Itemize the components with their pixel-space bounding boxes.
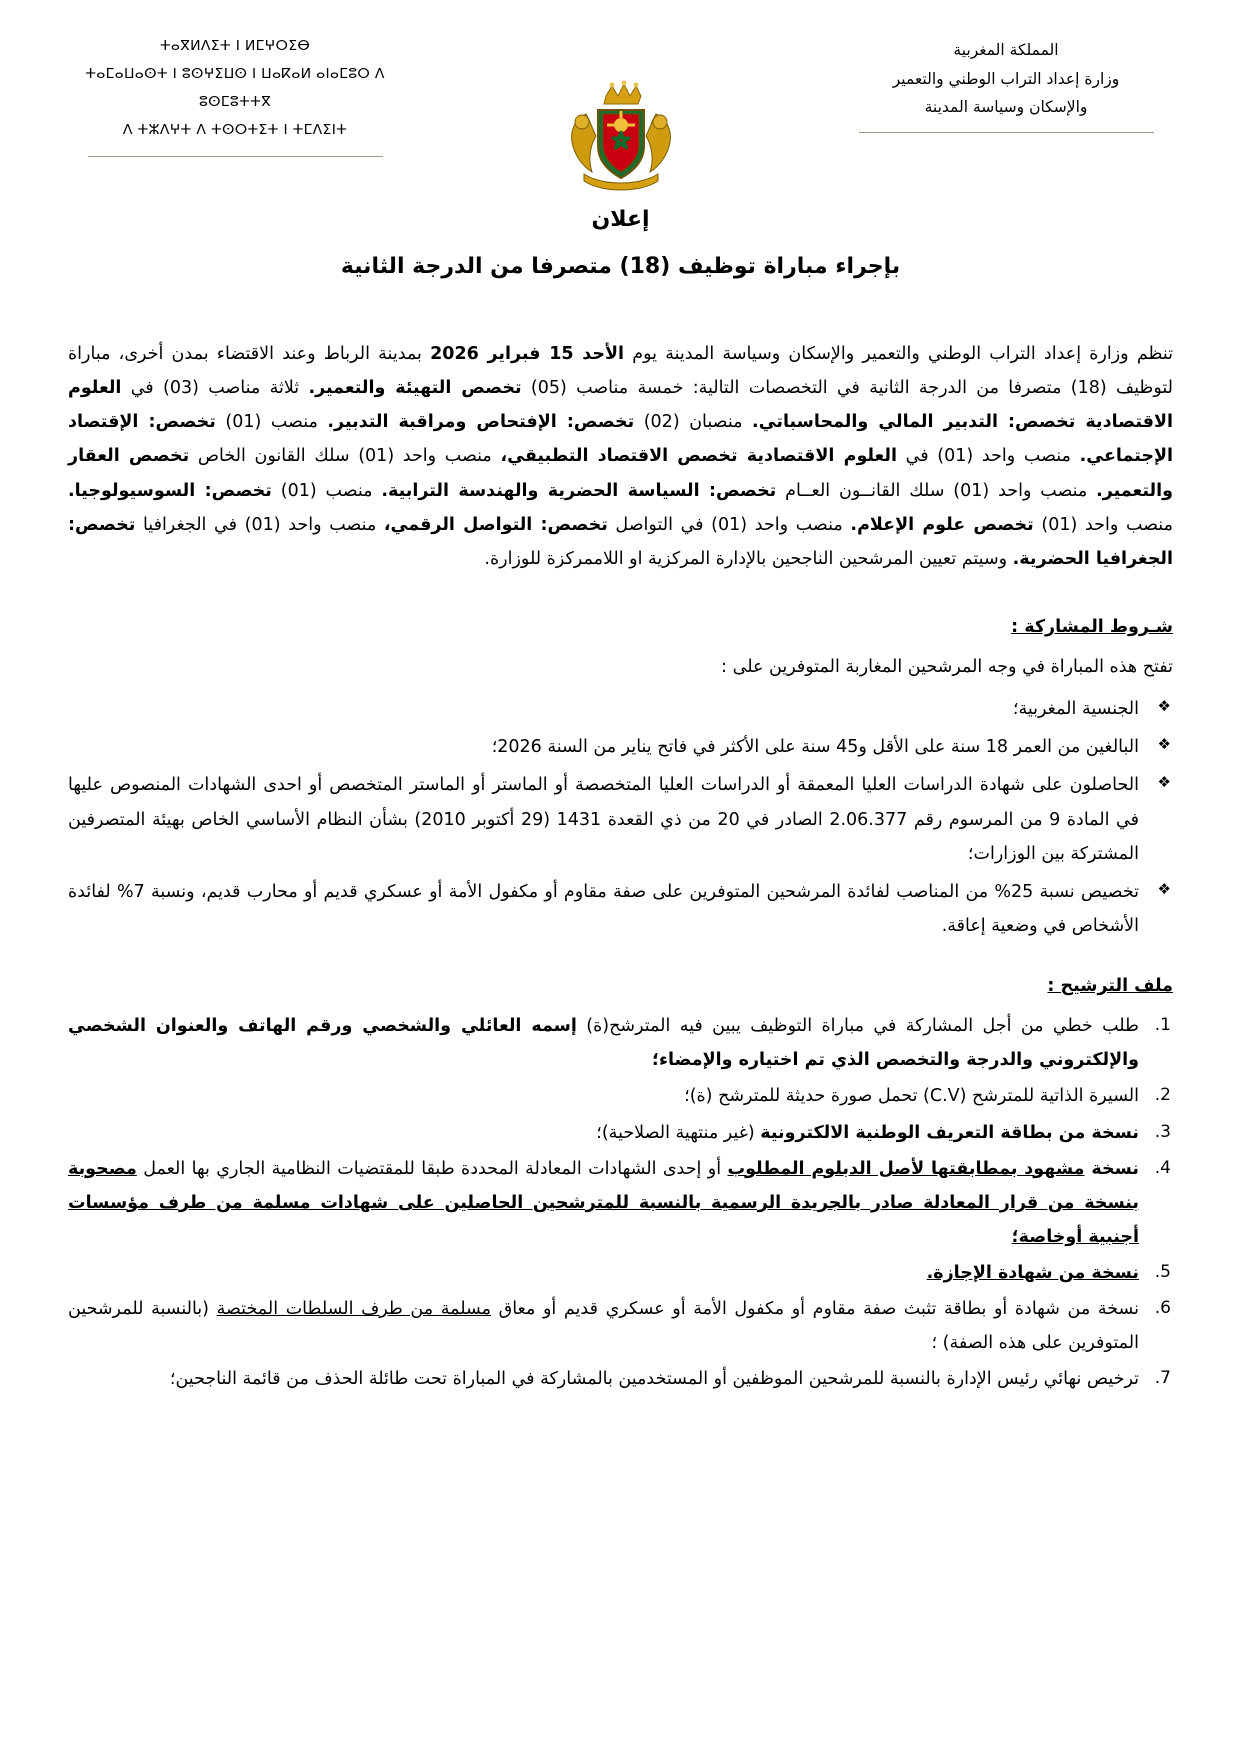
conditions-list [68, 692, 1173, 943]
list-item [68, 1292, 1173, 1360]
list-item [68, 1009, 1173, 1077]
specialty-4: تخصص: الإقتصاد الإجتماعي. [68, 412, 1173, 467]
intro-paragraph [68, 337, 1173, 576]
list-item: ❖ الحاصلون على شهادة الدراسات العليا المعمقة أو الدراسات العليا المتخصصة أو الماستر أو الماستر المتخصص أو احدى الشهادات المنصوص عليها في المادة 9 من المرسوم رقم 2.06.377 الصادر في 20 من ذي القعدة 1431 (29 أكتوبر 2010) بشأن النظام الأساسي الخاص بهيئة المتصرفين المشتركة بين الوزارات؛ [68, 768, 1173, 870]
intro-text-c: ثلاثة مناصب (03) في [121, 378, 309, 399]
specialty-1: تخصص التهيئة والتعمير. [308, 378, 522, 399]
specialty-6: تخصص العقار والتعمير. [68, 446, 1174, 501]
ministry-title-amazigh-1: ⵜⴰⵎⴰⵡⴰⵙⵜ ⵏ ⵓⵙⵖⵉⵡⵙ ⵏ ⵡⴰⴽⴰⵍ ⴰⵏⴰⵎⵓⵔ ⴷ ⵓⵙⵎⵓⵜⵜⴳ [85, 66, 385, 110]
intro-text-g: منصب واحد (01) سلك القانون الخاص [189, 446, 501, 467]
list-item: ❖ البالغين من العمر 18 سنة على الأقل و45 سنة على الأكثر في فاتح يناير من السنة 2026؛ [68, 730, 1173, 764]
intro-text-f: منصب واحد (01) في [897, 446, 1080, 467]
intro-text-d: منصبان (02) [634, 412, 753, 433]
dossier-list [68, 1009, 1173, 1396]
text-run: مصحوبة بنسخة من قرار المعادلة صادر بالجريدة الرسمية بالنسبة للمترشحين الحاصلين على شهادات مسلمة من طرف مؤسسات أجنبية أوخاصة؛ [68, 1158, 1139, 1247]
exam-date: الأحد 15 فبراير 2026 [430, 344, 625, 364]
specialty-2: العلوم الاقتصادية تخصص: التدبير المالي والمحاسباتي. [68, 378, 1174, 433]
text-run: مسلمة من طرف السلطات المختصة [216, 1299, 492, 1320]
ministry-title-ar-2: والإسكان وسياسة المدينة [924, 98, 1088, 117]
text-run: إسمه العائلي والشخصي ورقم الهاتف والعنوان الشخصي والإلكتروني والدرجة والتخصص الذي تم اختياره والإمضاء؛ [68, 1016, 1139, 1071]
document-body [0, 337, 1241, 1397]
intro-text-i: منصب (01) [271, 480, 382, 501]
specialty-7: تخصص: السياسة الحضرية والهندسة الترابية. [381, 480, 777, 501]
header-amazigh-block [70, 24, 400, 157]
list-item [68, 1116, 1173, 1150]
specialty-11: تخصص: الجغرافيا الحضرية. [68, 514, 1173, 569]
intro-text-m: وسيتم تعيين المرشحين الناجحين بالإدارة المركزية او اللاممركزة للوزارة. [484, 548, 1013, 569]
intro-text-h: منصب واحد (01) سلك القانــون العــام [776, 480, 1097, 501]
intro-text-e: منصب (01) [215, 412, 328, 433]
ministry-title-ar-1: وزارة إعداد التراب الوطني والتعمير [892, 69, 1120, 88]
coat-of-arms-icon [531, 24, 711, 200]
page-title: إعلان [591, 207, 650, 232]
conditions-heading: شـروط المشاركة : [1011, 616, 1173, 637]
text-run: مشهود بمطابقتها لأصل الدبلوم المطلوب [727, 1158, 1085, 1179]
intro-text-a: تنظم وزارة إعداد التراب الوطني والتعمير والإسكان وسياسة المدينة يوم [624, 344, 1173, 364]
specialty-8: تخصص: السوسيولوجيا. [68, 480, 272, 501]
page-subtitle: بإجراء مباراة توظيف (18) متصرفا من الدرجة الثانية [340, 254, 901, 279]
text-run: (بالنسبة للمرشحين المتوفرين على هذه الصفة) ؛ [68, 1299, 1139, 1354]
list-item [68, 1256, 1173, 1290]
intro-text-l: منصب واحد (01) في الجغرافيا [135, 514, 384, 535]
text-run: نسخة من بطاقة التعريف الوطنية الالكترونية [760, 1122, 1139, 1143]
kingdom-title-amazigh: ⵜⴰⴳⵍⴷⵉⵜ ⵏ ⵍⵎⵖⵔⵉⴱ [159, 38, 311, 54]
text-run: نسخة من شهادة الإجازة. [926, 1263, 1139, 1283]
document-header [0, 0, 1241, 185]
text-run: نسخة [1084, 1158, 1139, 1179]
conditions-lead: تفتح هذه المباراة في وجه المرشحين المغاربة المتوفرين على : [721, 657, 1173, 677]
dossier-heading: ملف الترشيح : [1047, 976, 1173, 996]
list-item: ❖ الجنسية المغربية؛ [68, 692, 1173, 726]
kingdom-title-ar: المملكة المغربية [953, 41, 1059, 59]
list-item [68, 1152, 1173, 1254]
specialty-9: تخصص علوم الإعلام. [850, 514, 1034, 535]
list-item [68, 1362, 1173, 1396]
intro-text-j: منصب واحد (01) [1033, 514, 1173, 535]
text-run: أو إحدى الشهادات المعادلة المحددة طبقا للمقتضيات النظامية الجاري بها العمل [136, 1158, 728, 1179]
intro-text-k: منصب واحد (01) في التواصل [607, 514, 851, 535]
specialty-10: تخصص: التواصل الرقمي، [383, 514, 608, 535]
announcement-title [0, 207, 1241, 279]
list-item: ❖ تخصيص نسبة 25% من المناصب لفائدة المرشحين المتوفرين على صفة مقاوم أو مكفول الأمة أو عسكري قديم أو محارب قديم، ونسبة 7% لفائدة الأشخاص في وضعية إعاقة. [68, 875, 1173, 943]
text-run: طلب خطي من أجل المشاركة في مباراة التوظيف يبين فيه المترشح(ة) [576, 1016, 1139, 1037]
text-run: السيرة الذاتية للمترشح (C.V) تحمل صورة حديثة للمترشح (ة)؛ [684, 1086, 1139, 1107]
text-run: ترخيص نهائي رئيس الإدارة بالنسبة للمرشحين الموظفين أو المستخدمين بالمشاركة في المباراة تحت طائلة الحذف من قائمة الناجحين؛ [169, 1369, 1139, 1390]
text-run: (غير منتهية الصلاحية)؛ [596, 1122, 761, 1143]
specialty-3: تخصص: الإفتحاص ومراقبة التدبير. [327, 412, 635, 433]
specialty-5: العلوم الاقتصادية تخصص الاقتصاد التطبيقي، [500, 446, 898, 467]
header-divider-right [859, 132, 1154, 133]
intro-text-b: بمدينة الرباط وعند الاقتضاء بمدن أخرى، مباراة لتوظيف (18) متصرفا من الدرجة الثانية في التخصصات التالية: خمسة مناصب (05) [68, 344, 1174, 399]
header-divider-left [88, 156, 383, 157]
ministry-title-amazigh-2: ⴷ ⵜⵣⴷⵖⵜ ⴷ ⵜⵙⵔⵜⵉⵜ ⵏ ⵜⵎⴷⵉⵏⵜ [122, 122, 348, 138]
header-arabic-block [841, 24, 1171, 133]
text-run: نسخة من شهادة أو بطاقة تثبث صفة مقاوم أو مكفول الأمة أو عسكري قديم أو معاق [491, 1299, 1139, 1320]
list-item [68, 1079, 1173, 1113]
